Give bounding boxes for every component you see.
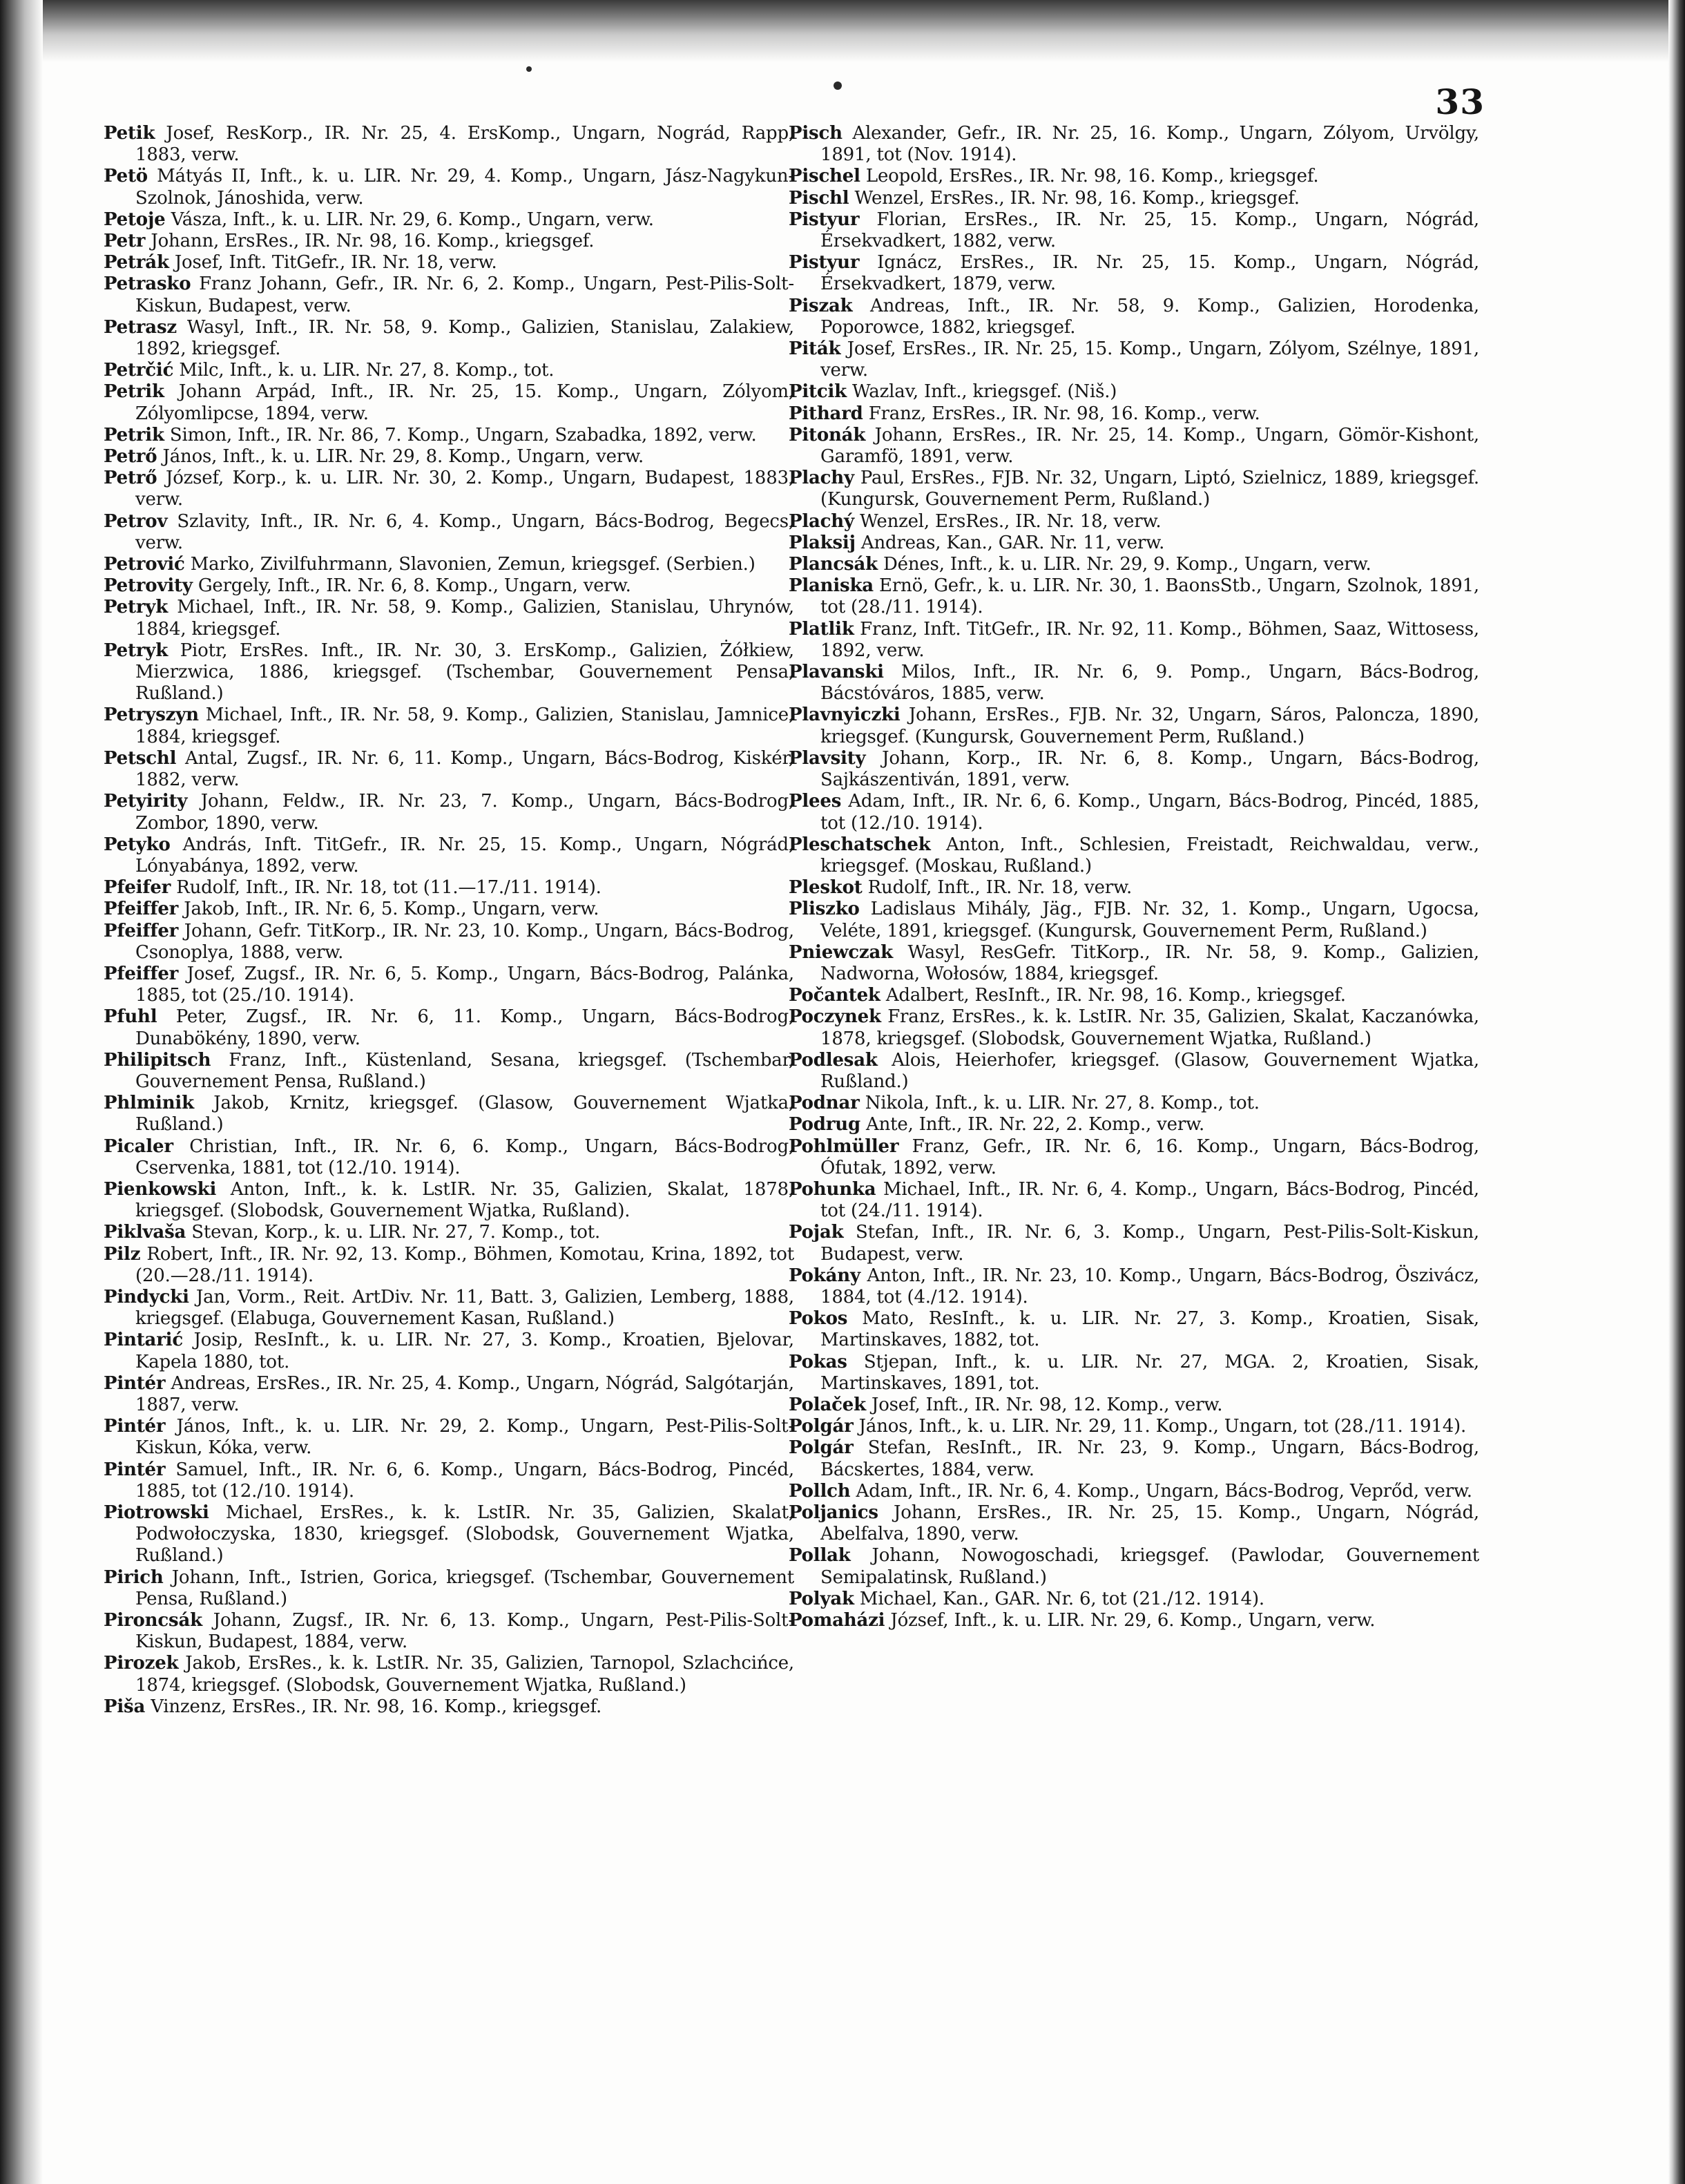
right-column — [789, 123, 1479, 1631]
entry-surname: Plees — [789, 791, 842, 812]
entry-details: Adam, Inft., IR. Nr. 6, 4. Komp., Ungarn, Bács-Bodrog, Veprőd, verw. — [850, 1480, 1472, 1502]
register-entry — [104, 705, 794, 747]
entry-details: József, Inft., k. u. LIR. Nr. 29, 6. Komp., Ungarn, verw. — [885, 1610, 1376, 1631]
register-entry — [789, 1437, 1479, 1480]
entry-surname: Plaksij — [789, 532, 856, 553]
entry-details: Anton, Inft., IR. Nr. 23, 10. Komp., Ungarn, Bács-Bodrog, Öszivácz, 1884, tot (4./12. 1914). — [820, 1265, 1479, 1307]
register-entry — [789, 942, 1479, 985]
entry-details: Leopold, ErsRes., IR. Nr. 98, 16. Komp., kriegsgef. — [860, 166, 1319, 187]
entry-surname: Pilz — [104, 1243, 141, 1265]
register-entry — [789, 1006, 1479, 1049]
register-entry — [104, 899, 794, 920]
register-entry — [789, 575, 1479, 618]
entry-details: Josip, ResInft., k. u. LIR. Nr. 27, 3. Komp., Kroatien, Bjelovar, Kapela 1880, tot. — [135, 1330, 794, 1372]
entry-surname: Pohlmüller — [789, 1136, 899, 1157]
entry-details: Johann, Korp., IR. Nr. 6, 8. Komp., Ungarn, Bács-Bodrog, Sajkászentiván, 1891, verw. — [820, 747, 1479, 791]
entry-details: Rudolf, Inft., IR. Nr. 18, tot (11.—17./11. 1914). — [171, 877, 601, 899]
entry-details: András, Inft. TitGefr., IR. Nr. 25, 15. Komp., Ungarn, Nógrád, Lónyabánya, 1892, verw. — [135, 834, 794, 877]
entry-surname: Pirozek — [104, 1653, 179, 1674]
register-entry — [789, 1502, 1479, 1545]
entry-surname: Pfeiffer — [104, 899, 179, 920]
entry-details: Johann, Gefr. TitKorp., IR. Nr. 23, 10. Komp., Ungarn, Bács-Bodrog, Csonoplya, 1888, verw. — [135, 920, 794, 963]
register-entry — [789, 1545, 1479, 1588]
register-entry — [789, 1308, 1479, 1351]
entry-surname: Pitcik — [789, 381, 847, 403]
entry-surname: Petryk — [104, 597, 168, 618]
entry-details: Adam, Inft., IR. Nr. 6, 6. Komp., Ungarn, Bács-Bodrog, Pincéd, 1885, tot (12./10. 1914). — [820, 791, 1479, 834]
entry-surname: Pienkowski — [104, 1178, 217, 1200]
register-entry — [104, 791, 794, 834]
entry-details: Wenzel, ErsRes., IR. Nr. 18, verw. — [854, 510, 1162, 532]
entry-details: Paul, ErsRes., FJB. Nr. 32, Ungarn, Liptó, Szielnicz, 1889, kriegsgef. (Kungursk, Gouvernement Perm, Rußland.) — [820, 468, 1479, 510]
register-entry — [789, 1114, 1479, 1136]
entry-details: Ante, Inft., IR. Nr. 22, 2. Komp., verw. — [860, 1114, 1205, 1136]
entry-surname: Pironcsák — [104, 1610, 202, 1631]
register-entry — [789, 533, 1479, 554]
register-entry — [104, 1653, 794, 1696]
entry-details: Johann, ErsRes., IR. Nr. 25, 15. Komp., Ungarn, Nógrád, Abelfalva, 1890, verw. — [820, 1502, 1479, 1545]
entry-details: Nikola, Inft., k. u. LIR. Nr. 27, 8. Komp., tot. — [859, 1093, 1260, 1114]
register-entry — [789, 123, 1479, 166]
entry-details: Andreas, ErsRes., IR. Nr. 25, 4. Komp., Ungarn, Nógrád, Salgótarján, 1887, verw. — [135, 1372, 794, 1415]
register-entry — [104, 1006, 794, 1049]
entry-details: Marko, Zivilfuhrmann, Slavonien, Zemun, kriegsgef. (Serbien.) — [184, 554, 755, 575]
register-entry — [789, 662, 1479, 705]
register-entry — [789, 1395, 1479, 1416]
entry-details: Wasyl, ResGefr. TitKorp., IR. Nr. 58, 9. Komp., Galizien, Nadworna, Wołosów, 1884, kriegsgef. — [820, 941, 1479, 984]
scan-edge-top — [0, 0, 1685, 62]
register-entry — [789, 899, 1479, 941]
entry-details: Ladislaus Mihály, Jäg., FJB. Nr. 32, 1. Komp., Ungarn, Ugocsa, Veléte, 1891, kriegsgef. (Kungursk, Gouvernement Perm, Rußland.) — [820, 899, 1479, 941]
entry-details: József, Korp., k. u. LIR. Nr. 30, 2. Komp., Ungarn, Budapest, 1883, verw. — [135, 468, 794, 510]
entry-details: Johann, ErsRes., FJB. Nr. 32, Ungarn, Sáros, Paloncza, 1890, kriegsgef. (Kungursk, Gouvernement Perm, Rußland.) — [820, 705, 1479, 747]
entry-surname: Plachý — [789, 510, 854, 532]
entry-surname: Pischl — [789, 187, 849, 209]
entry-details: Michael, Kan., GAR. Nr. 6, tot (21./12. 1914). — [854, 1588, 1264, 1609]
entry-details: Stjepan, Inft., k. u. LIR. Nr. 27, MGA. 2, Kroatien, Sisak, Martinskaves, 1891, tot. — [820, 1351, 1479, 1394]
entry-details: Josef, Zugsf., IR. Nr. 6, 5. Komp., Ungarn, Bács-Bodrog, Palánka, 1885, tot (25./10. 1914). — [135, 963, 794, 1006]
register-entry — [789, 296, 1479, 338]
entry-surname: Pistyur — [789, 209, 860, 230]
entry-details: Johann, Zugsf., IR. Nr. 6, 13. Komp., Ungarn, Pest-Pilis-Solt-Kiskun, Budapest, 1884, verw. — [135, 1610, 794, 1653]
entry-details: Jakob, ErsRes., k. k. LstIR. Nr. 35, Galizien, Tarnopol, Szlachcińce, 1874, kriegsgef. (Slobodsk, Gouvernement Wjatka, Rußland.) — [135, 1653, 794, 1696]
entry-surname: Pintér — [104, 1416, 166, 1437]
entry-surname: Pfuhl — [104, 1006, 157, 1028]
entry-surname: Petrik — [104, 424, 164, 446]
register-entry — [789, 877, 1479, 899]
entry-details: Wasyl, Inft., IR. Nr. 58, 9. Komp., Galizien, Stanislau, Zalakiew, 1892, kriegsgef. — [135, 316, 794, 360]
register-entry — [789, 1222, 1479, 1265]
left-column — [104, 123, 794, 1718]
register-entry — [104, 834, 794, 877]
register-entry — [104, 597, 794, 640]
entry-surname: Petö — [104, 166, 148, 187]
entry-surname: Pokos — [789, 1308, 848, 1330]
register-entry — [104, 446, 794, 468]
register-entry — [789, 166, 1479, 187]
entry-surname: Pfeiffer — [104, 963, 179, 984]
entry-details: Franz, ErsRes., IR. Nr. 98, 16. Komp., verw. — [863, 403, 1260, 424]
entry-surname: Pollak — [789, 1545, 851, 1567]
entry-details: Mato, ResInft., k. u. LIR. Nr. 27, 3. Komp., Kroatien, Sisak, Martinskaves, 1882, tot. — [820, 1308, 1479, 1351]
register-entry — [104, 877, 794, 899]
entry-details: Milos, Inft., IR. Nr. 6, 9. Pomp., Ungarn, Bács-Bodrog, Bácstóváros, 1885, verw. — [820, 662, 1479, 705]
entry-surname: Petoje — [104, 209, 166, 230]
register-entry — [789, 619, 1479, 662]
entry-surname: Petyirity — [104, 791, 188, 812]
entry-surname: Pollch — [789, 1480, 851, 1502]
entry-surname: Petrő — [104, 446, 157, 468]
entry-details: Ignácz, ErsRes., IR. Nr. 25, 15. Komp., Ungarn, Nógrád, Érsekvadkert, 1879, verw. — [820, 252, 1479, 295]
register-entry — [104, 964, 794, 1006]
entry-surname: Petrik — [104, 381, 164, 403]
register-entry — [789, 1050, 1479, 1093]
entry-details: János, Inft., k. u. LIR. Nr. 29, 8. Komp., Ungarn, verw. — [157, 446, 644, 468]
entry-details: Johann Arpád, Inft., IR. Nr. 25, 15. Komp., Ungarn, Zólyom, Zólyomlipcse, 1894, verw. — [135, 381, 794, 424]
entry-surname: Pitonák — [789, 424, 866, 446]
entry-details: Adalbert, ResInft., IR. Nr. 98, 16. Komp., kriegsgef. — [880, 985, 1346, 1006]
register-entry — [104, 1696, 794, 1718]
ink-speck — [834, 82, 842, 90]
entry-surname: Pintér — [104, 1459, 166, 1480]
register-entry — [104, 1610, 794, 1653]
register-entry — [789, 425, 1479, 468]
register-entry — [789, 554, 1479, 575]
register-entry — [104, 921, 794, 964]
ink-speck — [526, 66, 532, 72]
entry-details: Johann, Inft., Istrien, Gorica, kriegsgef. (Tschembar, Gouvernement Pensa, Rußland.) — [135, 1567, 794, 1609]
entry-surname: Pomaházi — [789, 1610, 885, 1631]
register-entry — [789, 985, 1479, 1006]
entry-details: Wazlav, Inft., kriegsgef. (Niš.) — [846, 381, 1117, 403]
register-entry — [104, 575, 794, 597]
entry-surname: Poczynek — [789, 1006, 881, 1028]
entry-surname: Petrović — [104, 554, 185, 575]
entry-surname: Petrasz — [104, 316, 177, 338]
entry-details: Dénes, Inft., k. u. LIR. Nr. 29, 9. Komp., Ungarn, verw. — [877, 554, 1371, 575]
register-entry — [104, 1244, 794, 1287]
entry-surname: Petrasko — [104, 274, 191, 295]
register-entry — [104, 640, 794, 705]
register-entry — [789, 252, 1479, 295]
register-entry — [789, 338, 1479, 381]
entry-details: Florian, ErsRes., IR. Nr. 25, 15. Komp., Ungarn, Nógrád, Érsekvadkert, 1882, verw. — [820, 209, 1479, 252]
register-entry — [104, 1093, 794, 1136]
register-entry — [104, 511, 794, 554]
entry-surname: Pindycki — [104, 1286, 189, 1307]
entry-surname: Piklvaša — [104, 1222, 186, 1243]
register-entry — [789, 1136, 1479, 1179]
register-entry — [104, 1330, 794, 1372]
entry-details: Josef, Inft., IR. Nr. 98, 12. Komp., verw. — [865, 1394, 1223, 1415]
register-entry — [789, 209, 1479, 252]
entry-surname: Polgár — [789, 1416, 854, 1437]
register-entry — [789, 748, 1479, 791]
entry-details: Vinzenz, ErsRes., IR. Nr. 98, 16. Komp., kriegsgef. — [145, 1696, 602, 1717]
entry-surname: Petrő — [104, 468, 157, 489]
entry-surname: Pfeifer — [104, 877, 171, 899]
entry-details: Anton, Inft., Schlesien, Freistadt, Reichwaldau, verw., kriegsgef. (Moskau, Rußland.) — [820, 834, 1479, 877]
entry-details: Mátyás II, Inft., k. u. LIR. Nr. 29, 4. Komp., Ungarn, Jász-Nagykun-Szolnok, Jánoshida, verw. — [135, 166, 794, 209]
scan-edge-left — [0, 0, 43, 2184]
entry-details: Franz Johann, Gefr., IR. Nr. 6, 2. Komp., Ungarn, Pest-Pilis-Solt-Kiskun, Budapest, verw. — [135, 274, 794, 316]
entry-details: Alois, Heierhofer, kriegsgef. (Glasow, Gouvernement Wjatka, Rußland.) — [820, 1049, 1479, 1092]
register-entry — [104, 360, 794, 381]
entry-surname: Pliszko — [789, 899, 860, 920]
entry-details: János, Inft., k. u. LIR. Nr. 29, 11. Komp., Ungarn, tot (28./11. 1914). — [853, 1416, 1467, 1437]
entry-details: Stefan, Inft., IR. Nr. 6, 3. Komp., Ungarn, Pest-Pilis-Solt-Kiskun, Budapest, verw. — [820, 1222, 1479, 1265]
register-entry — [789, 1610, 1479, 1631]
entry-surname: Petryszyn — [104, 705, 199, 726]
entry-surname: Pohunka — [789, 1178, 876, 1200]
entry-surname: Picaler — [104, 1136, 173, 1157]
entry-surname: Polaček — [789, 1394, 866, 1415]
entry-details: Samuel, Inft., IR. Nr. 6, 6. Komp., Ungarn, Bács-Bodrog, Pincéd, 1885, tot (12./10. 1914). — [135, 1459, 794, 1502]
entry-details: Christian, Inft., IR. Nr. 6, 6. Komp., Ungarn, Bács-Bodrog, Cservenka, 1881, tot (12./10. 1914). — [135, 1136, 794, 1178]
entry-details: Peter, Zugsf., IR. Nr. 6, 11. Komp., Ungarn, Bács-Bodrog, Dunabökény, 1890, verw. — [135, 1006, 794, 1049]
register-entry — [104, 1136, 794, 1179]
entry-details: Alexander, Gefr., IR. Nr. 25, 16. Komp., Ungarn, Zólyom, Urvölgy, 1891, tot (Nov. 1914). — [820, 123, 1479, 166]
register-entry — [104, 317, 794, 360]
register-entry — [789, 188, 1479, 209]
entry-details: Johann, ErsRes., IR. Nr. 25, 14. Komp., Ungarn, Gömör-Kishont, Garamfö, 1891, verw. — [820, 424, 1479, 468]
entry-details: Jakob, Krnitz, kriegsgef. (Glasow, Gouvernement Wjatka, Rußland.) — [135, 1093, 794, 1136]
entry-details: Stevan, Korp., k. u. LIR. Nr. 27, 7. Komp., tot. — [186, 1222, 601, 1243]
register-entry — [789, 1265, 1479, 1308]
register-entry — [789, 1179, 1479, 1222]
register-entry — [104, 1416, 794, 1459]
entry-surname: Philipitsch — [104, 1049, 211, 1071]
register-entry — [104, 381, 794, 424]
entry-details: Anton, Inft., k. k. LstIR. Nr. 35, Galizien, Skalat, 1878, kriegsgef. (Slobodsk, Gouvernement Wjatka, Rußland). — [135, 1178, 794, 1222]
entry-details: Wenzel, ErsRes., IR. Nr. 98, 16. Komp., kriegsgef. — [849, 187, 1300, 209]
entry-details: Ernö, Gefr., k. u. LIR. Nr. 30, 1. BaonsStb., Ungarn, Szolnok, 1891, tot (28./11. 1914). — [820, 575, 1479, 618]
entry-surname: Piták — [789, 338, 841, 360]
entry-details: Jan, Vorm., Reit. ArtDiv. Nr. 11, Batt. 3, Galizien, Lemberg, 1888, kriegsgef. (Elabuga, Gouvernement Kasan, Rußland.) — [135, 1286, 794, 1330]
entry-details: Josef, Inft. TitGefr., IR. Nr. 18, verw. — [168, 252, 497, 274]
entry-surname: Petyko — [104, 834, 171, 855]
entry-details: Michael, Inft., IR. Nr. 6, 4. Komp., Ungarn, Bács-Bodrog, Pincéd, tot (24./11. 1914). — [820, 1178, 1479, 1222]
entry-surname: Plachy — [789, 468, 854, 489]
register-entry — [104, 425, 794, 446]
entry-details: Josef, ResKorp., IR. Nr. 25, 4. ErsKomp., Ungarn, Nográd, Rapp, 1883, verw. — [135, 123, 794, 166]
entry-details: Johann, ErsRes., IR. Nr. 98, 16. Komp., kriegsgef. — [145, 231, 595, 252]
register-entry — [104, 1050, 794, 1093]
entry-surname: Poljanics — [789, 1502, 878, 1523]
entry-surname: Phlminik — [104, 1093, 194, 1114]
register-entry — [104, 123, 794, 166]
entry-surname: Polgár — [789, 1437, 854, 1459]
entry-details: Antal, Zugsf., IR. Nr. 6, 11. Komp., Ungarn, Bács-Bodrog, Kiskér, 1882, verw. — [135, 747, 794, 791]
entry-surname: Pleskot — [789, 877, 863, 899]
entry-surname: Pistyur — [789, 252, 860, 274]
entry-surname: Pisch — [789, 123, 842, 144]
entry-surname: Pithard — [789, 403, 863, 424]
register-entry — [789, 403, 1479, 425]
register-entry — [789, 468, 1479, 510]
entry-details: Franz, Inft. TitGefr., IR. Nr. 92, 11. Komp., Böhmen, Saaz, Wittosess, 1892, verw. — [820, 618, 1479, 661]
entry-details: Robert, Inft., IR. Nr. 92, 13. Komp., Böhmen, Komotau, Krina, 1892, tot (20.—28./11. 1914). — [135, 1243, 794, 1286]
entry-surname: Planiska — [789, 575, 874, 597]
entry-details: Jakob, Inft., IR. Nr. 6, 5. Komp., Ungarn, verw. — [178, 899, 599, 920]
register-entry — [104, 1502, 794, 1567]
entry-surname: Pintér — [104, 1372, 166, 1394]
entry-surname: Pirich — [104, 1567, 164, 1588]
register-entry — [789, 1481, 1479, 1502]
entry-details: János, Inft., k. u. LIR. Nr. 29, 2. Komp., Ungarn, Pest-Pilis-Solt-Kiskun, Kóka, verw. — [135, 1416, 794, 1459]
register-entry — [104, 1373, 794, 1416]
entry-surname: Petrák — [104, 252, 169, 274]
entry-surname: Petr — [104, 231, 146, 252]
entry-surname: Pintarić — [104, 1330, 183, 1351]
register-entry — [789, 705, 1479, 747]
entry-details: Andreas, Inft., IR. Nr. 58, 9. Komp., Galizien, Horodenka, Poporowce, 1882, kriegsgef. — [820, 295, 1479, 338]
register-entry — [789, 834, 1479, 877]
entry-surname: Piotrowski — [104, 1502, 209, 1523]
register-entry — [789, 1589, 1479, 1610]
entry-surname: Pokány — [789, 1265, 860, 1286]
register-entry — [104, 1287, 794, 1330]
entry-surname: Petik — [104, 123, 155, 144]
entry-surname: Piszak — [789, 295, 853, 316]
register-entry — [104, 231, 794, 252]
entry-details: Michael, ErsRes., k. k. LstIR. Nr. 35, Galizien, Skalat, Podwołoczyska, 1830, kriegsgef. (Slobodsk, Gouvernement Wjatka, Rußland.) — [135, 1502, 794, 1567]
register-entry — [789, 1416, 1479, 1437]
entry-details: Stefan, ResInft., IR. Nr. 23, 9. Komp., Ungarn, Bács-Bodrog, Bácskertes, 1884, verw. — [820, 1437, 1479, 1480]
register-entry — [104, 1567, 794, 1610]
entry-surname: Platlik — [789, 618, 854, 640]
entry-surname: Pojak — [789, 1222, 844, 1243]
register-entry — [104, 1179, 794, 1222]
entry-details: Vásza, Inft., k. u. LIR. Nr. 29, 6. Komp., Ungarn, verw. — [165, 209, 654, 230]
entry-details: Franz, Gefr., IR. Nr. 6, 16. Komp., Ungarn, Bács-Bodrog, Ófutak, 1892, verw. — [820, 1136, 1479, 1178]
entry-surname: Plavnyiczki — [789, 705, 901, 726]
register-entry — [789, 511, 1479, 533]
entry-surname: Pokas — [789, 1351, 847, 1372]
entry-details: Simon, Inft., IR. Nr. 86, 7. Komp., Ungarn, Szabadka, 1892, verw. — [164, 424, 757, 446]
register-entry — [104, 209, 794, 231]
entry-surname: Podrug — [789, 1114, 860, 1136]
entry-details: Andreas, Kan., GAR. Nr. 11, verw. — [855, 532, 1165, 553]
entry-details: Johann, Feldw., IR. Nr. 23, 7. Komp., Ungarn, Bács-Bodrog, Zombor, 1890, verw. — [135, 791, 794, 834]
entry-surname: Petschl — [104, 747, 177, 769]
register-entry — [104, 166, 794, 209]
entry-surname: Plancsák — [789, 554, 878, 575]
register-entry — [104, 1459, 794, 1502]
entry-surname: Petryk — [104, 640, 168, 661]
register-entry — [789, 1352, 1479, 1395]
page-number: 33 — [1435, 82, 1485, 122]
entry-surname: Pleschatschek — [789, 834, 931, 855]
entry-surname: Podnar — [789, 1093, 860, 1114]
entry-details: Gergely, Inft., IR. Nr. 6, 8. Komp., Ungarn, verw. — [192, 575, 631, 597]
register-entry — [104, 748, 794, 791]
entry-surname: Petrov — [104, 510, 168, 532]
register-entry — [104, 468, 794, 510]
entry-details: Franz, ErsRes., k. k. LstIR. Nr. 35, Galizien, Skalat, Kaczanówka, 1878, kriegsgef. (Slobodsk, Gouvernement Wjatka, Rußland.) — [820, 1006, 1479, 1049]
entry-surname: Piša — [104, 1696, 146, 1717]
entry-surname: Petrčić — [104, 360, 174, 381]
entry-surname: Polyak — [789, 1588, 854, 1609]
entry-surname: Pfeiffer — [104, 920, 179, 941]
entry-details: Michael, Inft., IR. Nr. 58, 9. Komp., Galizien, Stanislau, Uhrynów, 1884, kriegsgef. — [135, 597, 794, 640]
entry-details: Johann, Nowogoschadi, kriegsgef. (Pawlodar, Gouvernement Semipalatinsk, Rußland.) — [820, 1545, 1479, 1588]
entry-details: Szlavity, Inft., IR. Nr. 6, 4. Komp., Ungarn, Bács-Bodrog, Begecs, verw. — [135, 510, 794, 553]
entry-surname: Plavsity — [789, 747, 866, 769]
entry-details: Milc, Inft., k. u. LIR. Nr. 27, 8. Komp., tot. — [173, 360, 555, 381]
entry-surname: Pniewczak — [789, 941, 893, 963]
register-entry — [104, 1222, 794, 1243]
register-entry — [104, 274, 794, 316]
entry-details: Piotr, ErsRes. Inft., IR. Nr. 30, 3. ErsKomp., Galizien, Żółkiew, Mierzwica, 1886, kriegsgef. (Tschembar, Gouvernement Pensa, Rußland.) — [135, 640, 794, 705]
entry-surname: Plavanski — [789, 662, 884, 683]
register-entry — [789, 381, 1479, 403]
register-entry — [789, 1093, 1479, 1114]
entry-surname: Podlesak — [789, 1049, 878, 1071]
entry-surname: Pischel — [789, 166, 860, 187]
entry-details: Rudolf, Inft., IR. Nr. 18, verw. — [862, 877, 1133, 899]
register-entry — [104, 252, 794, 274]
scan-edge-right — [1668, 0, 1685, 2184]
entry-details: Josef, ErsRes., IR. Nr. 25, 15. Komp., Ungarn, Zólyom, Szélnye, 1891, verw. — [820, 338, 1479, 381]
entry-surname: Počantek — [789, 985, 880, 1006]
entry-surname: Petrovity — [104, 575, 193, 597]
entry-details: Franz, Inft., Küstenland, Sesana, kriegsgef. (Tschembar, Gouvernement Pensa, Rußland.) — [135, 1049, 794, 1092]
entry-details: Michael, Inft., IR. Nr. 58, 9. Komp., Galizien, Stanislau, Jamnice, 1884, kriegsgef. — [135, 705, 794, 747]
register-entry — [104, 554, 794, 575]
register-entry — [789, 791, 1479, 834]
